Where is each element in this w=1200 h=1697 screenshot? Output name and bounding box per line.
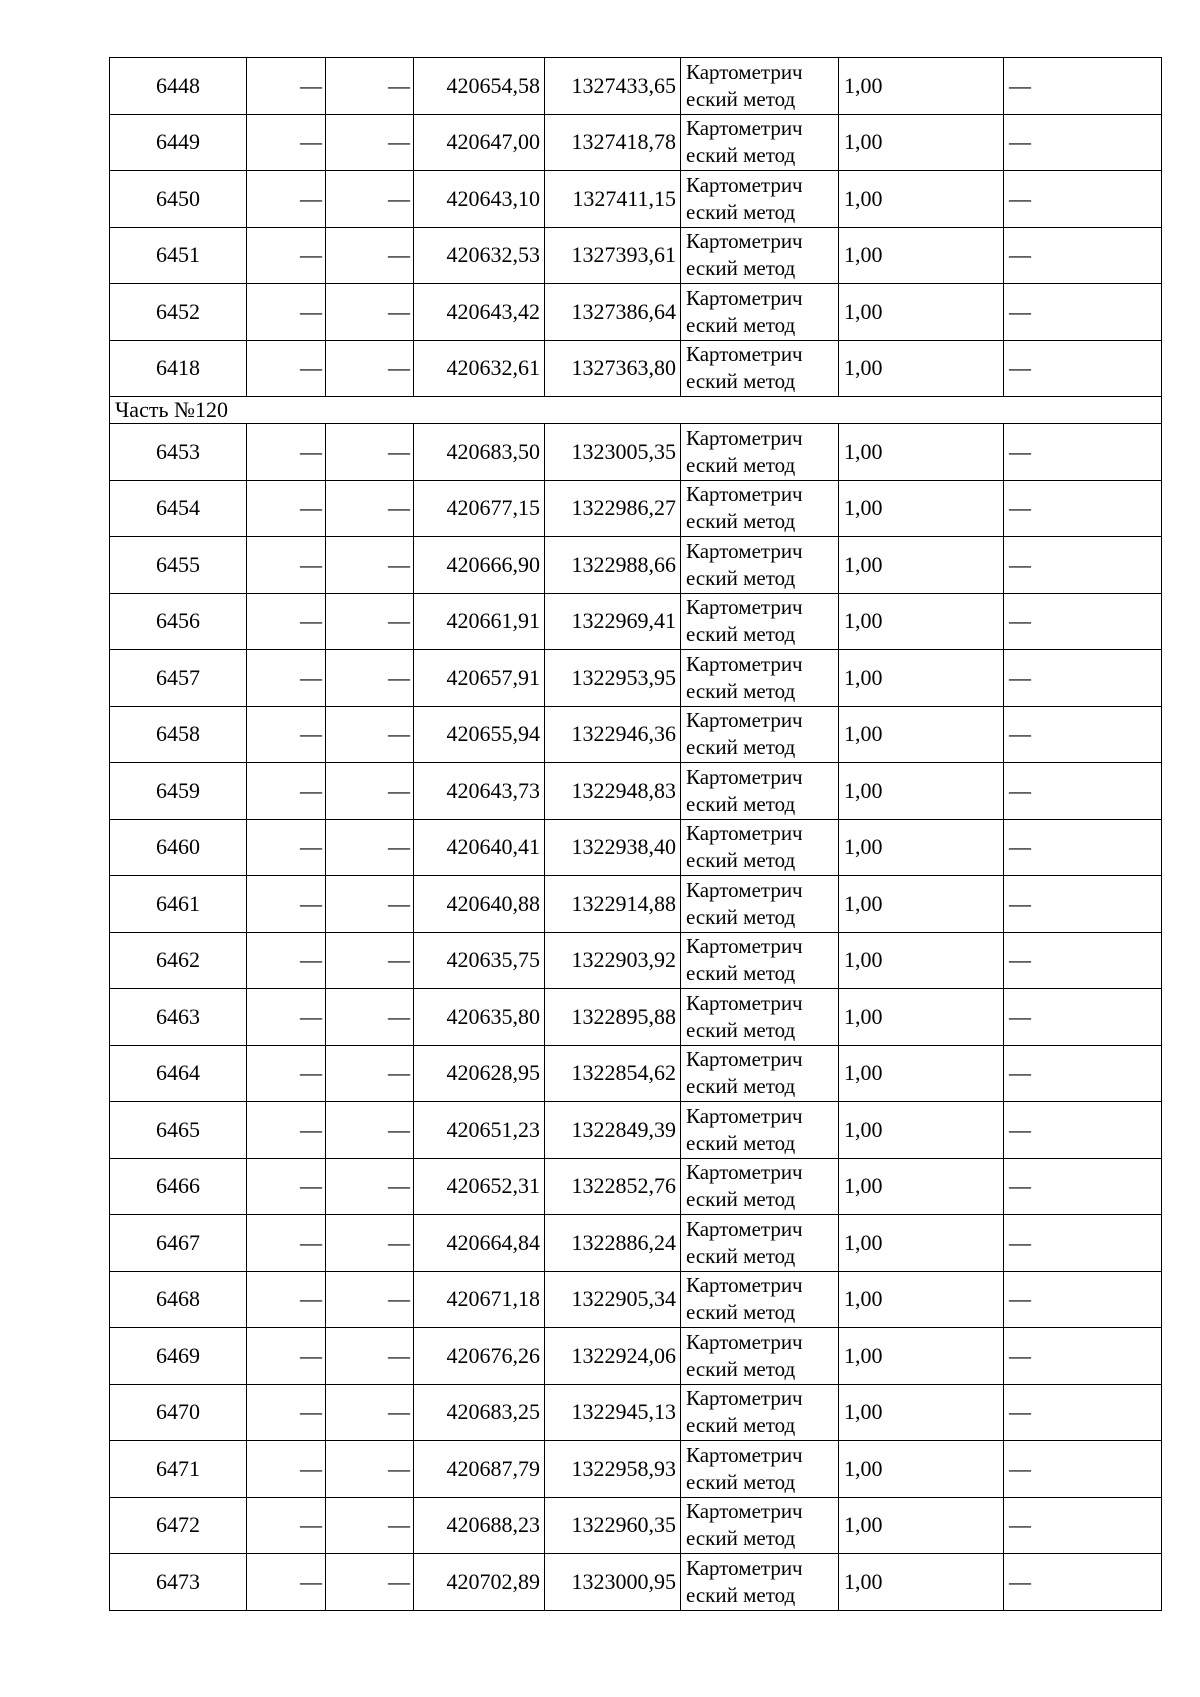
accuracy-value: 1,00 bbox=[839, 227, 1004, 284]
coordinate-y: 1327411,15 bbox=[545, 171, 681, 228]
description-dash: — bbox=[1004, 284, 1162, 341]
coordinate-y: 1322948,83 bbox=[545, 763, 681, 820]
description-dash: — bbox=[1004, 1158, 1162, 1215]
empty-cell-dash: — bbox=[326, 1158, 414, 1215]
determination-method: Картометрич еский метод bbox=[681, 1328, 839, 1385]
coordinate-y: 1322958,93 bbox=[545, 1441, 681, 1498]
coordinate-y: 1322852,76 bbox=[545, 1158, 681, 1215]
determination-method: Картометрич еский метод bbox=[681, 1384, 839, 1441]
empty-cell-dash: — bbox=[326, 537, 414, 594]
table-row bbox=[110, 819, 1162, 876]
table-row bbox=[110, 593, 1162, 650]
section-label: Часть №120 bbox=[110, 397, 1162, 424]
coordinate-x: 420661,91 bbox=[414, 593, 545, 650]
accuracy-value: 1,00 bbox=[839, 1441, 1004, 1498]
point-number: 6455 bbox=[110, 537, 247, 594]
table-row bbox=[110, 763, 1162, 820]
point-number: 6450 bbox=[110, 171, 247, 228]
point-number: 6465 bbox=[110, 1102, 247, 1159]
empty-cell-dash: — bbox=[326, 58, 414, 115]
empty-cell-dash: — bbox=[247, 1497, 326, 1554]
point-number: 6461 bbox=[110, 876, 247, 933]
empty-cell-dash: — bbox=[326, 932, 414, 989]
coordinate-y: 1322953,95 bbox=[545, 650, 681, 707]
determination-method: Картометрич еский метод bbox=[681, 424, 839, 481]
coordinate-x: 420643,42 bbox=[414, 284, 545, 341]
accuracy-value: 1,00 bbox=[839, 171, 1004, 228]
accuracy-value: 1,00 bbox=[839, 932, 1004, 989]
coordinates-table bbox=[109, 57, 1162, 1611]
empty-cell-dash: — bbox=[326, 1441, 414, 1498]
determination-method: Картометрич еский метод bbox=[681, 1102, 839, 1159]
coordinate-y: 1322969,41 bbox=[545, 593, 681, 650]
table-row bbox=[110, 1384, 1162, 1441]
description-dash: — bbox=[1004, 114, 1162, 171]
table-row bbox=[110, 1102, 1162, 1159]
coordinate-y: 1322946,36 bbox=[545, 706, 681, 763]
coordinate-x: 420687,79 bbox=[414, 1441, 545, 1498]
accuracy-value: 1,00 bbox=[839, 424, 1004, 481]
point-number: 6463 bbox=[110, 989, 247, 1046]
table-row bbox=[110, 1441, 1162, 1498]
point-number: 6448 bbox=[110, 58, 247, 115]
determination-method: Картометрич еский метод bbox=[681, 284, 839, 341]
description-dash: — bbox=[1004, 1215, 1162, 1272]
point-number: 6453 bbox=[110, 424, 247, 481]
accuracy-value: 1,00 bbox=[839, 1497, 1004, 1554]
determination-method: Картометрич еский метод bbox=[681, 1271, 839, 1328]
empty-cell-dash: — bbox=[326, 593, 414, 650]
coordinate-y: 1323005,35 bbox=[545, 424, 681, 481]
empty-cell-dash: — bbox=[326, 819, 414, 876]
coordinate-x: 420628,95 bbox=[414, 1045, 545, 1102]
point-number: 6418 bbox=[110, 340, 247, 397]
coordinate-y: 1322945,13 bbox=[545, 1384, 681, 1441]
coordinate-x: 420683,50 bbox=[414, 424, 545, 481]
coordinate-x: 420643,73 bbox=[414, 763, 545, 820]
empty-cell-dash: — bbox=[326, 1045, 414, 1102]
determination-method: Картометрич еский метод bbox=[681, 1045, 839, 1102]
description-dash: — bbox=[1004, 1554, 1162, 1611]
empty-cell-dash: — bbox=[326, 424, 414, 481]
determination-method: Картометрич еский метод bbox=[681, 171, 839, 228]
point-number: 6470 bbox=[110, 1384, 247, 1441]
coordinate-x: 420671,18 bbox=[414, 1271, 545, 1328]
point-number: 6451 bbox=[110, 227, 247, 284]
accuracy-value: 1,00 bbox=[839, 480, 1004, 537]
determination-method: Картометрич еский метод bbox=[681, 58, 839, 115]
table-row bbox=[110, 1045, 1162, 1102]
coordinate-x: 420683,25 bbox=[414, 1384, 545, 1441]
coordinate-x: 420632,53 bbox=[414, 227, 545, 284]
coordinate-y: 1327363,80 bbox=[545, 340, 681, 397]
empty-cell-dash: — bbox=[326, 1384, 414, 1441]
table-row bbox=[110, 989, 1162, 1046]
determination-method: Картометрич еский метод bbox=[681, 876, 839, 933]
coordinate-y: 1322988,66 bbox=[545, 537, 681, 594]
coordinate-y: 1322886,24 bbox=[545, 1215, 681, 1272]
table-row bbox=[110, 480, 1162, 537]
empty-cell-dash: — bbox=[247, 1384, 326, 1441]
empty-cell-dash: — bbox=[247, 932, 326, 989]
coordinate-x: 420655,94 bbox=[414, 706, 545, 763]
accuracy-value: 1,00 bbox=[839, 1271, 1004, 1328]
coordinate-y: 1327433,65 bbox=[545, 58, 681, 115]
empty-cell-dash: — bbox=[247, 876, 326, 933]
point-number: 6464 bbox=[110, 1045, 247, 1102]
coordinate-y: 1322986,27 bbox=[545, 480, 681, 537]
point-number: 6452 bbox=[110, 284, 247, 341]
empty-cell-dash: — bbox=[247, 171, 326, 228]
determination-method: Картометрич еский метод bbox=[681, 227, 839, 284]
description-dash: — bbox=[1004, 58, 1162, 115]
table-row bbox=[110, 1328, 1162, 1385]
coordinate-y: 1327386,64 bbox=[545, 284, 681, 341]
coordinate-y: 1322938,40 bbox=[545, 819, 681, 876]
empty-cell-dash: — bbox=[326, 284, 414, 341]
empty-cell-dash: — bbox=[247, 819, 326, 876]
point-number: 6462 bbox=[110, 932, 247, 989]
description-dash: — bbox=[1004, 1271, 1162, 1328]
determination-method: Картометрич еский метод bbox=[681, 1554, 839, 1611]
table-row bbox=[110, 932, 1162, 989]
description-dash: — bbox=[1004, 876, 1162, 933]
determination-method: Картометрич еский метод bbox=[681, 932, 839, 989]
description-dash: — bbox=[1004, 819, 1162, 876]
determination-method: Картометрич еский метод bbox=[681, 537, 839, 594]
empty-cell-dash: — bbox=[247, 227, 326, 284]
accuracy-value: 1,00 bbox=[839, 1158, 1004, 1215]
description-dash: — bbox=[1004, 340, 1162, 397]
empty-cell-dash: — bbox=[247, 537, 326, 594]
coordinate-y: 1322895,88 bbox=[545, 989, 681, 1046]
description-dash: — bbox=[1004, 1045, 1162, 1102]
empty-cell-dash: — bbox=[247, 1158, 326, 1215]
empty-cell-dash: — bbox=[247, 1441, 326, 1498]
coordinate-x: 420651,23 bbox=[414, 1102, 545, 1159]
coordinate-y: 1322903,92 bbox=[545, 932, 681, 989]
empty-cell-dash: — bbox=[326, 114, 414, 171]
description-dash: — bbox=[1004, 1497, 1162, 1554]
empty-cell-dash: — bbox=[326, 1102, 414, 1159]
empty-cell-dash: — bbox=[326, 1328, 414, 1385]
empty-cell-dash: — bbox=[326, 1271, 414, 1328]
empty-cell-dash: — bbox=[247, 480, 326, 537]
description-dash: — bbox=[1004, 706, 1162, 763]
table-row bbox=[110, 876, 1162, 933]
accuracy-value: 1,00 bbox=[839, 706, 1004, 763]
coordinate-y: 1327393,61 bbox=[545, 227, 681, 284]
table-row bbox=[110, 424, 1162, 481]
point-number: 6466 bbox=[110, 1158, 247, 1215]
description-dash: — bbox=[1004, 1441, 1162, 1498]
coordinate-x: 420664,84 bbox=[414, 1215, 545, 1272]
coordinate-x: 420643,10 bbox=[414, 171, 545, 228]
description-dash: — bbox=[1004, 227, 1162, 284]
accuracy-value: 1,00 bbox=[839, 1384, 1004, 1441]
accuracy-value: 1,00 bbox=[839, 58, 1004, 115]
accuracy-value: 1,00 bbox=[839, 1215, 1004, 1272]
empty-cell-dash: — bbox=[247, 706, 326, 763]
coordinate-x: 420677,15 bbox=[414, 480, 545, 537]
description-dash: — bbox=[1004, 593, 1162, 650]
determination-method: Картометрич еский метод bbox=[681, 1215, 839, 1272]
point-number: 6468 bbox=[110, 1271, 247, 1328]
coordinate-x: 420657,91 bbox=[414, 650, 545, 707]
accuracy-value: 1,00 bbox=[839, 114, 1004, 171]
description-dash: — bbox=[1004, 424, 1162, 481]
accuracy-value: 1,00 bbox=[839, 340, 1004, 397]
empty-cell-dash: — bbox=[247, 424, 326, 481]
point-number: 6449 bbox=[110, 114, 247, 171]
determination-method: Картометрич еский метод bbox=[681, 763, 839, 820]
empty-cell-dash: — bbox=[247, 284, 326, 341]
table-row bbox=[110, 284, 1162, 341]
accuracy-value: 1,00 bbox=[839, 876, 1004, 933]
empty-cell-dash: — bbox=[247, 340, 326, 397]
coordinate-y: 1322960,35 bbox=[545, 1497, 681, 1554]
point-number: 6473 bbox=[110, 1554, 247, 1611]
coordinate-y: 1322854,62 bbox=[545, 1045, 681, 1102]
coordinate-y: 1322905,34 bbox=[545, 1271, 681, 1328]
empty-cell-dash: — bbox=[326, 171, 414, 228]
empty-cell-dash: — bbox=[247, 650, 326, 707]
coordinate-y: 1327418,78 bbox=[545, 114, 681, 171]
accuracy-value: 1,00 bbox=[839, 1102, 1004, 1159]
section-header-row bbox=[110, 397, 1162, 424]
table-body bbox=[110, 58, 1162, 1611]
point-number: 6460 bbox=[110, 819, 247, 876]
accuracy-value: 1,00 bbox=[839, 1554, 1004, 1611]
point-number: 6471 bbox=[110, 1441, 247, 1498]
point-number: 6467 bbox=[110, 1215, 247, 1272]
description-dash: — bbox=[1004, 763, 1162, 820]
description-dash: — bbox=[1004, 537, 1162, 594]
empty-cell-dash: — bbox=[247, 1102, 326, 1159]
empty-cell-dash: — bbox=[326, 1554, 414, 1611]
determination-method: Картометрич еский метод bbox=[681, 989, 839, 1046]
table-row bbox=[110, 340, 1162, 397]
determination-method: Картометрич еский метод bbox=[681, 340, 839, 397]
coordinate-x: 420654,58 bbox=[414, 58, 545, 115]
coordinate-x: 420666,90 bbox=[414, 537, 545, 594]
description-dash: — bbox=[1004, 1384, 1162, 1441]
table-row bbox=[110, 650, 1162, 707]
empty-cell-dash: — bbox=[326, 1497, 414, 1554]
accuracy-value: 1,00 bbox=[839, 284, 1004, 341]
determination-method: Картометрич еский метод bbox=[681, 1497, 839, 1554]
accuracy-value: 1,00 bbox=[839, 819, 1004, 876]
table-row bbox=[110, 1554, 1162, 1611]
determination-method: Картометрич еский метод bbox=[681, 114, 839, 171]
empty-cell-dash: — bbox=[326, 876, 414, 933]
empty-cell-dash: — bbox=[326, 480, 414, 537]
coordinate-x: 420647,00 bbox=[414, 114, 545, 171]
description-dash: — bbox=[1004, 650, 1162, 707]
accuracy-value: 1,00 bbox=[839, 989, 1004, 1046]
empty-cell-dash: — bbox=[326, 1215, 414, 1272]
table-row bbox=[110, 227, 1162, 284]
accuracy-value: 1,00 bbox=[839, 650, 1004, 707]
point-number: 6469 bbox=[110, 1328, 247, 1385]
accuracy-value: 1,00 bbox=[839, 1328, 1004, 1385]
table-row bbox=[110, 1158, 1162, 1215]
empty-cell-dash: — bbox=[247, 1215, 326, 1272]
coordinate-x: 420702,89 bbox=[414, 1554, 545, 1611]
empty-cell-dash: — bbox=[247, 1045, 326, 1102]
point-number: 6459 bbox=[110, 763, 247, 820]
empty-cell-dash: — bbox=[326, 763, 414, 820]
description-dash: — bbox=[1004, 1328, 1162, 1385]
determination-method: Картометрич еский метод bbox=[681, 650, 839, 707]
point-number: 6457 bbox=[110, 650, 247, 707]
coordinate-y: 1322849,39 bbox=[545, 1102, 681, 1159]
table-row bbox=[110, 1215, 1162, 1272]
empty-cell-dash: — bbox=[326, 227, 414, 284]
coordinate-x: 420640,88 bbox=[414, 876, 545, 933]
table-row bbox=[110, 58, 1162, 115]
coordinate-x: 420635,75 bbox=[414, 932, 545, 989]
table-row bbox=[110, 1497, 1162, 1554]
coordinate-x: 420640,41 bbox=[414, 819, 545, 876]
empty-cell-dash: — bbox=[247, 763, 326, 820]
determination-method: Картометрич еский метод bbox=[681, 1441, 839, 1498]
description-dash: — bbox=[1004, 480, 1162, 537]
table-row bbox=[110, 706, 1162, 763]
description-dash: — bbox=[1004, 989, 1162, 1046]
empty-cell-dash: — bbox=[326, 706, 414, 763]
determination-method: Картометрич еский метод bbox=[681, 593, 839, 650]
empty-cell-dash: — bbox=[247, 1328, 326, 1385]
determination-method: Картометрич еский метод bbox=[681, 1158, 839, 1215]
coordinate-y: 1323000,95 bbox=[545, 1554, 681, 1611]
empty-cell-dash: — bbox=[247, 1554, 326, 1611]
coordinate-x: 420652,31 bbox=[414, 1158, 545, 1215]
empty-cell-dash: — bbox=[247, 1271, 326, 1328]
coordinate-x: 420688,23 bbox=[414, 1497, 545, 1554]
empty-cell-dash: — bbox=[247, 58, 326, 115]
coordinate-y: 1322914,88 bbox=[545, 876, 681, 933]
accuracy-value: 1,00 bbox=[839, 1045, 1004, 1102]
point-number: 6456 bbox=[110, 593, 247, 650]
empty-cell-dash: — bbox=[247, 114, 326, 171]
determination-method: Картометрич еский метод bbox=[681, 706, 839, 763]
empty-cell-dash: — bbox=[247, 989, 326, 1046]
table-row bbox=[110, 1271, 1162, 1328]
table-row bbox=[110, 171, 1162, 228]
empty-cell-dash: — bbox=[326, 650, 414, 707]
coordinate-x: 420632,61 bbox=[414, 340, 545, 397]
description-dash: — bbox=[1004, 932, 1162, 989]
determination-method: Картометрич еский метод bbox=[681, 480, 839, 537]
point-number: 6454 bbox=[110, 480, 247, 537]
empty-cell-dash: — bbox=[326, 340, 414, 397]
coordinate-x: 420676,26 bbox=[414, 1328, 545, 1385]
coordinate-y: 1322924,06 bbox=[545, 1328, 681, 1385]
empty-cell-dash: — bbox=[247, 593, 326, 650]
table-row bbox=[110, 114, 1162, 171]
coordinate-x: 420635,80 bbox=[414, 989, 545, 1046]
accuracy-value: 1,00 bbox=[839, 763, 1004, 820]
description-dash: — bbox=[1004, 171, 1162, 228]
table-row bbox=[110, 537, 1162, 594]
point-number: 6472 bbox=[110, 1497, 247, 1554]
point-number: 6458 bbox=[110, 706, 247, 763]
empty-cell-dash: — bbox=[326, 989, 414, 1046]
accuracy-value: 1,00 bbox=[839, 593, 1004, 650]
accuracy-value: 1,00 bbox=[839, 537, 1004, 594]
determination-method: Картометрич еский метод bbox=[681, 819, 839, 876]
description-dash: — bbox=[1004, 1102, 1162, 1159]
